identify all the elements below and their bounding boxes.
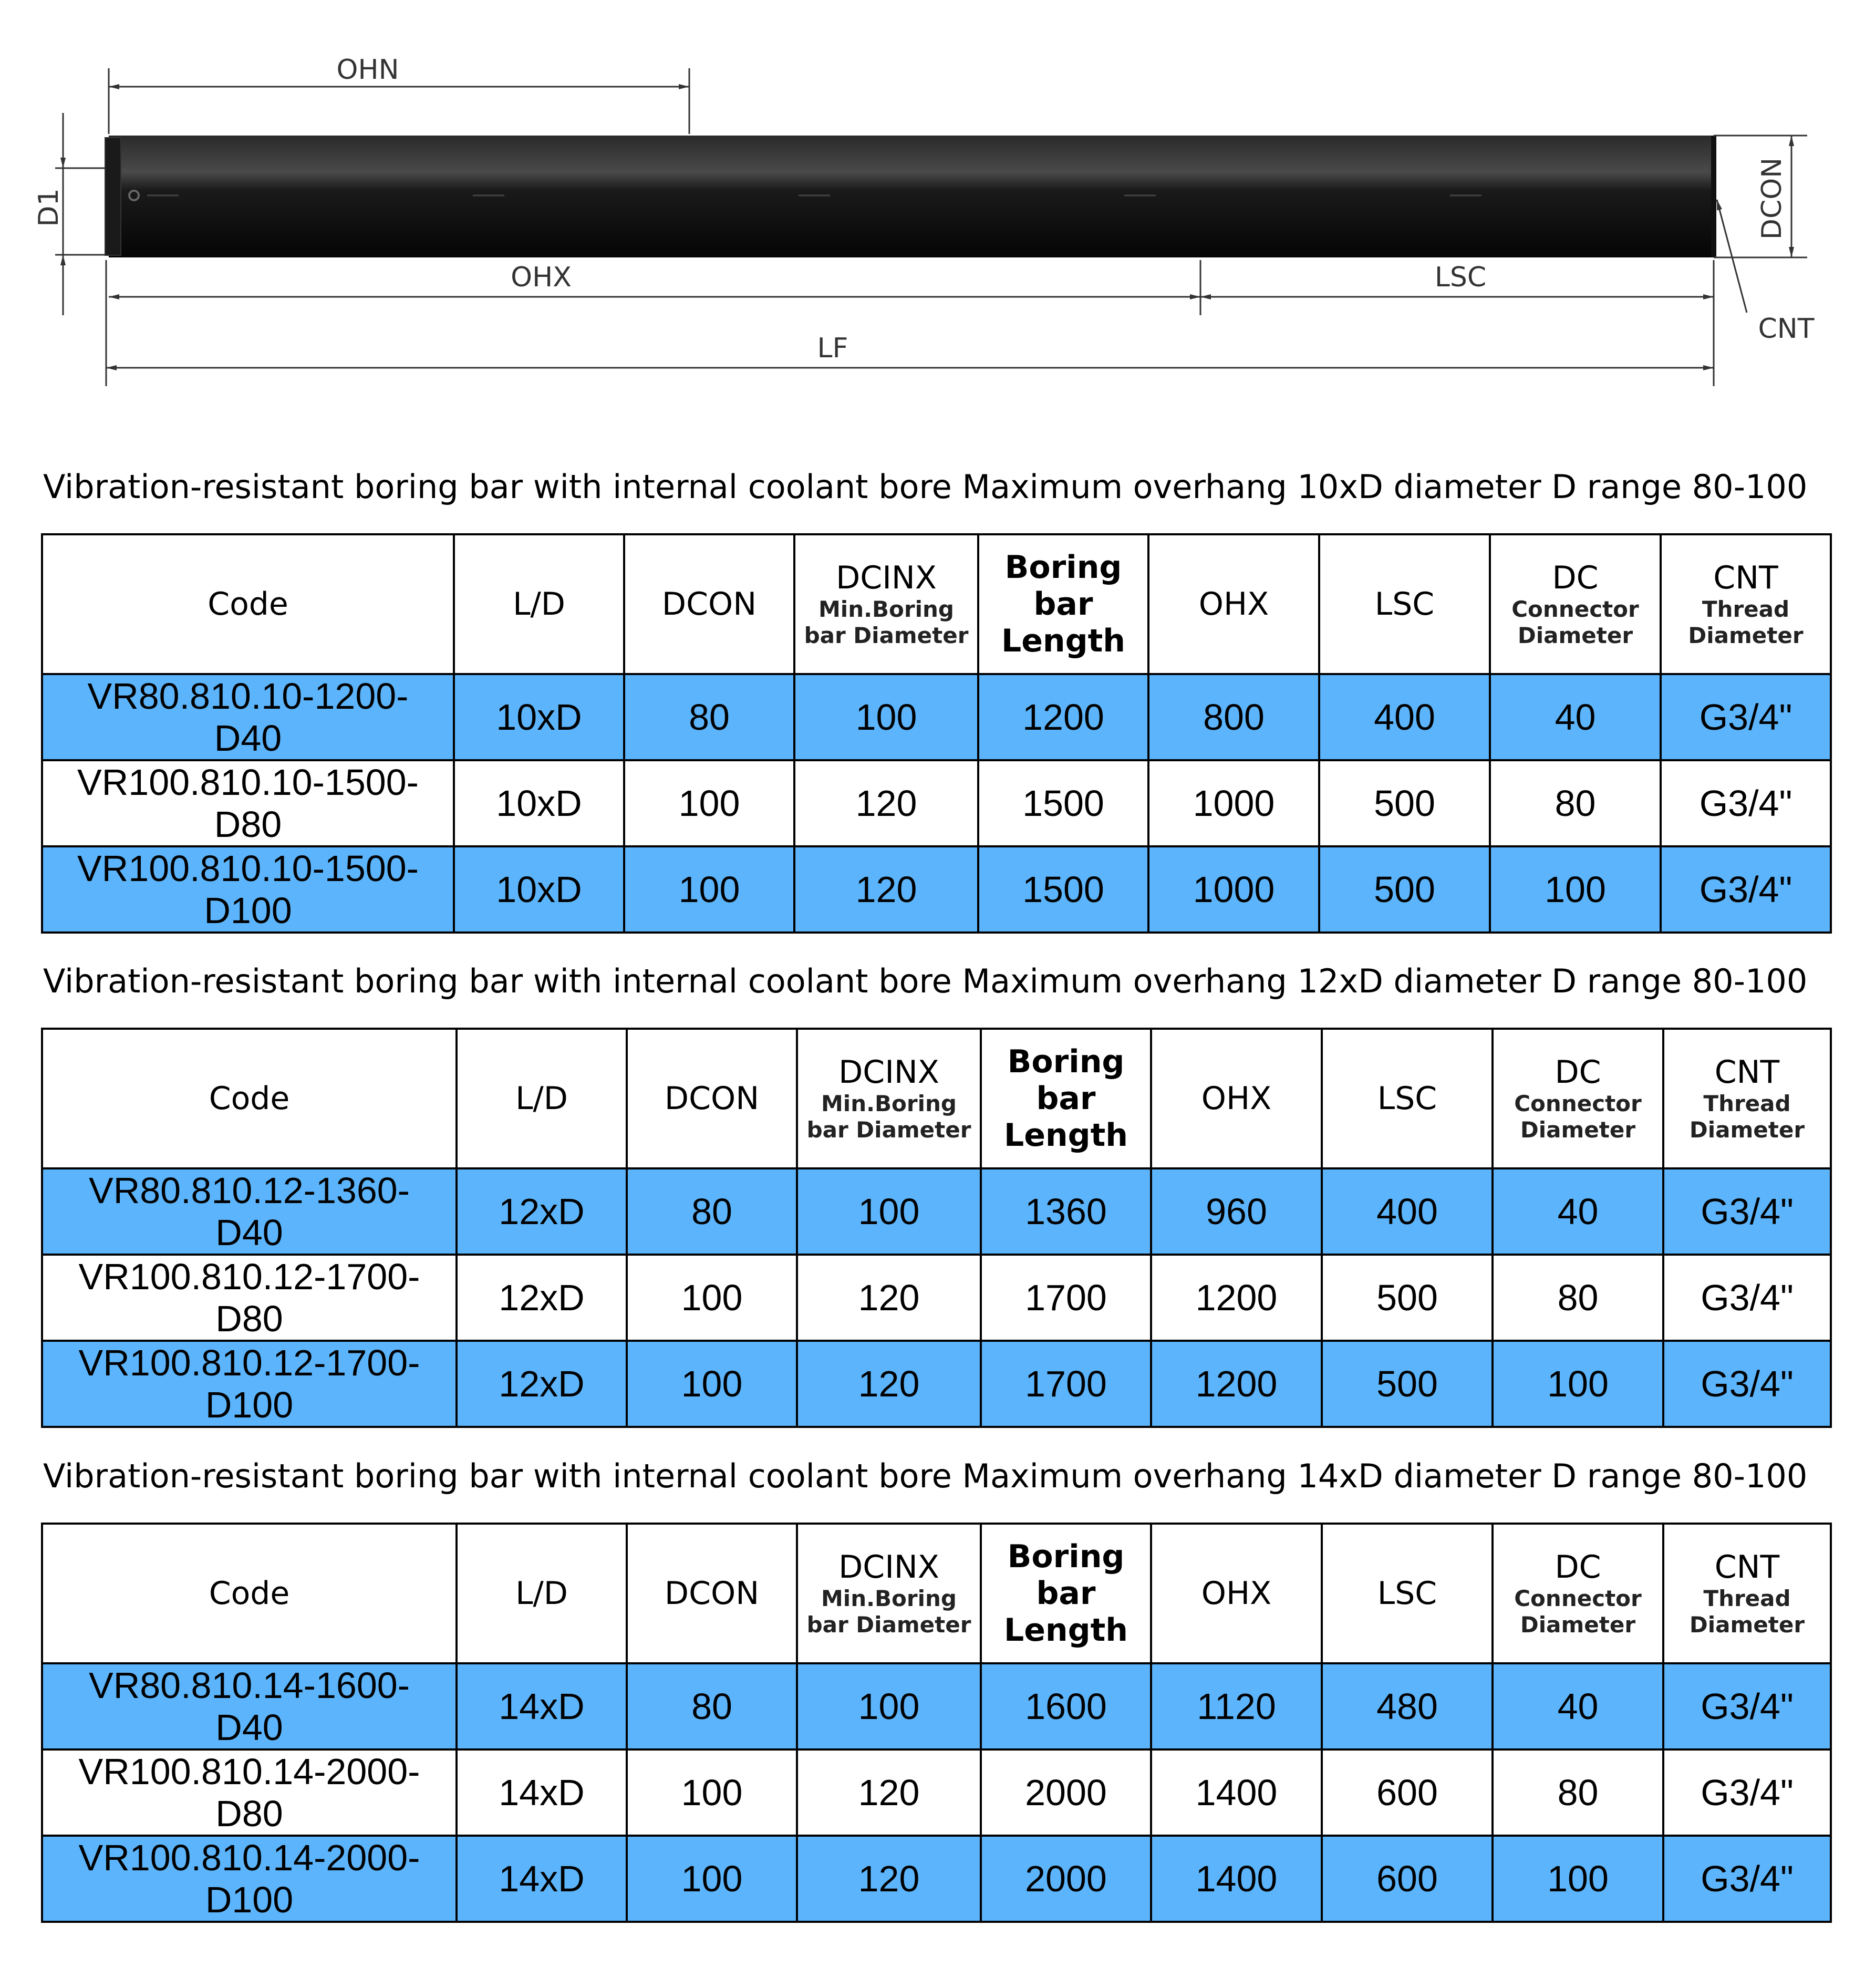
cell-code: VR80.810.14-1600- D40 <box>42 1663 457 1749</box>
table-header-row <box>42 1029 1831 1168</box>
header-dcinx: DCINX Min.Boring bar Diameter <box>797 1029 981 1168</box>
cell-ohx: 1400 <box>1151 1836 1322 1922</box>
cell-dcinx: 100 <box>797 1168 981 1255</box>
cell-cnt: G3/4" <box>1663 1749 1831 1836</box>
header-boring-bar-length: Boring bar Length <box>978 534 1148 674</box>
cell-length: 1360 <box>981 1168 1151 1255</box>
cell-cnt: G3/4" <box>1661 760 1831 846</box>
cell-dcon: 80 <box>627 1663 797 1749</box>
cell-dc: 80 <box>1493 1749 1663 1836</box>
cell-lsc: 500 <box>1319 760 1490 846</box>
cell-lsc: 400 <box>1322 1168 1493 1255</box>
boring-bar-head <box>105 138 121 255</box>
cell-dcinx: 100 <box>797 1663 981 1749</box>
cell-ld: 10xD <box>454 846 624 933</box>
cell-dc: 80 <box>1493 1255 1663 1341</box>
lf-label: LF <box>817 333 848 364</box>
cell-code: VR80.810.10-1200- D40 <box>42 674 454 760</box>
spec-table-10xd <box>41 533 1832 934</box>
spec-table-14xd <box>41 1523 1832 1923</box>
table-row <box>42 1663 1831 1749</box>
cell-dcinx: 120 <box>794 846 978 933</box>
cell-dc: 40 <box>1490 674 1661 760</box>
cell-ohx: 800 <box>1148 674 1319 760</box>
cell-dc: 40 <box>1493 1168 1663 1255</box>
cell-ld: 10xD <box>454 674 624 760</box>
header-code: Code <box>42 1029 457 1168</box>
cell-code: VR100.810.10-1500- D80 <box>42 760 454 846</box>
cell-code: VR100.810.14-2000- D100 <box>42 1836 457 1922</box>
header-cnt: CNT Thread Diameter <box>1663 1524 1831 1663</box>
cell-lsc: 500 <box>1322 1341 1493 1427</box>
cell-ld: 14xD <box>457 1836 627 1922</box>
cell-lsc: 600 <box>1322 1836 1493 1922</box>
cell-cnt: G3/4" <box>1661 846 1831 933</box>
dcon-label: DCON <box>1756 157 1788 240</box>
header-lsc: LSC <box>1319 534 1490 674</box>
cell-lsc: 400 <box>1319 674 1490 760</box>
cell-dcinx: 120 <box>797 1341 981 1427</box>
header-ld: L/D <box>457 1029 627 1168</box>
section-title-10xd: Vibration-resistant boring bar with internal coolant bore Maximum overhang 10xD diameter D range 80-100 <box>43 468 1808 506</box>
boring-bar-dimension-drawing <box>0 0 1865 410</box>
header-dcinx: DCINX Min.Boring bar Diameter <box>797 1524 981 1663</box>
cell-dc: 100 <box>1493 1836 1663 1922</box>
header-ld: L/D <box>454 534 624 674</box>
cell-dcon: 100 <box>624 846 794 933</box>
cell-dcon: 100 <box>627 1836 797 1922</box>
cell-dcinx: 100 <box>794 674 978 760</box>
table-row <box>42 1341 1831 1427</box>
cell-cnt: G3/4" <box>1663 1836 1831 1922</box>
table-row <box>42 1836 1831 1922</box>
cell-dcinx: 120 <box>797 1255 981 1341</box>
cell-code: VR100.810.14-2000- D80 <box>42 1749 457 1836</box>
boring-bar-shank-end <box>1711 136 1716 257</box>
cell-lsc: 500 <box>1322 1255 1493 1341</box>
cell-dcinx: 120 <box>797 1749 981 1836</box>
header-dcon: DCON <box>627 1029 797 1168</box>
header-ld: L/D <box>457 1524 627 1663</box>
cell-ohx: 1400 <box>1151 1749 1322 1836</box>
cell-dcon: 100 <box>627 1341 797 1427</box>
cell-lsc: 500 <box>1319 846 1490 933</box>
header-ohx: OHX <box>1151 1524 1322 1663</box>
lsc-label: LSC <box>1434 262 1487 293</box>
cell-length: 1600 <box>981 1663 1151 1749</box>
ohx-label: OHX <box>511 262 572 293</box>
cell-dc: 100 <box>1493 1341 1663 1427</box>
cell-length: 2000 <box>981 1749 1151 1836</box>
cell-dcon: 80 <box>627 1168 797 1255</box>
cell-dcon: 100 <box>627 1255 797 1341</box>
cell-dcon: 80 <box>624 674 794 760</box>
cell-cnt: G3/4" <box>1661 674 1831 760</box>
cell-cnt: G3/4" <box>1663 1255 1831 1341</box>
cnt-leader-line <box>1717 200 1747 313</box>
cell-dc: 80 <box>1490 760 1661 846</box>
table-header-row <box>42 534 1831 674</box>
ohn-label: OHN <box>336 54 399 86</box>
table-row <box>42 760 1831 846</box>
cell-dcinx: 120 <box>797 1836 981 1922</box>
cell-length: 2000 <box>981 1836 1151 1922</box>
header-ohx: OHX <box>1151 1029 1322 1168</box>
cell-length: 1700 <box>981 1341 1151 1427</box>
cnt-label: CNT <box>1758 313 1815 345</box>
cell-cnt: G3/4" <box>1663 1168 1831 1255</box>
header-dcinx: DCINX Min.Boring bar Diameter <box>794 534 978 674</box>
section-title-12xd: Vibration-resistant boring bar with internal coolant bore Maximum overhang 12xD diameter D range 80-100 <box>43 962 1808 1000</box>
header-lsc: LSC <box>1322 1029 1493 1168</box>
spec-table-12xd <box>41 1028 1832 1428</box>
boring-bar-body <box>109 136 1711 257</box>
header-code: Code <box>42 534 454 674</box>
cell-ohx: 1200 <box>1151 1255 1322 1341</box>
cell-ld: 14xD <box>457 1749 627 1836</box>
cell-ld: 10xD <box>454 760 624 846</box>
cell-cnt: G3/4" <box>1663 1663 1831 1749</box>
cell-dcon: 100 <box>627 1749 797 1836</box>
cell-ld: 12xD <box>457 1168 627 1255</box>
header-dc: DC Connector Diameter <box>1493 1029 1663 1168</box>
cell-ohx: 960 <box>1151 1168 1322 1255</box>
header-dcon: DCON <box>624 534 794 674</box>
table-row <box>42 674 1831 760</box>
cell-ld: 12xD <box>457 1341 627 1427</box>
cell-dcon: 100 <box>624 760 794 846</box>
cell-dc: 40 <box>1493 1663 1663 1749</box>
header-boring-bar-length: Boring bar Length <box>981 1029 1151 1168</box>
table-row <box>42 1255 1831 1341</box>
cell-dc: 100 <box>1490 846 1661 933</box>
cell-lsc: 480 <box>1322 1663 1493 1749</box>
table-row <box>42 846 1831 933</box>
cell-ohx: 1120 <box>1151 1663 1322 1749</box>
cell-ohx: 1200 <box>1151 1341 1322 1427</box>
cell-cnt: G3/4" <box>1663 1341 1831 1427</box>
table-row <box>42 1749 1831 1836</box>
cell-ld: 14xD <box>457 1663 627 1749</box>
header-dcon: DCON <box>627 1524 797 1663</box>
cell-lsc: 600 <box>1322 1749 1493 1836</box>
cell-length: 1700 <box>981 1255 1151 1341</box>
section-title-14xd: Vibration-resistant boring bar with internal coolant bore Maximum overhang 14xD diameter D range 80-100 <box>43 1457 1808 1495</box>
header-lsc: LSC <box>1322 1524 1493 1663</box>
cell-code: VR100.810.10-1500- D100 <box>42 846 454 933</box>
header-cnt: CNT Thread Diameter <box>1663 1029 1831 1168</box>
cell-length: 1200 <box>978 674 1148 760</box>
header-dc: DC Connector Diameter <box>1490 534 1661 674</box>
header-cnt: CNT Thread Diameter <box>1661 534 1831 674</box>
header-boring-bar-length: Boring bar Length <box>981 1524 1151 1663</box>
cell-dcinx: 120 <box>794 760 978 846</box>
table-header-row <box>42 1524 1831 1663</box>
header-dc: DC Connector Diameter <box>1493 1524 1663 1663</box>
table-row <box>42 1168 1831 1255</box>
cell-length: 1500 <box>978 760 1148 846</box>
cell-code: VR80.810.12-1360- D40 <box>42 1168 457 1255</box>
cell-code: VR100.810.12-1700- D100 <box>42 1341 457 1427</box>
d1-label: D1 <box>33 188 65 227</box>
header-code: Code <box>42 1524 457 1663</box>
cell-ohx: 1000 <box>1148 846 1319 933</box>
header-ohx: OHX <box>1148 534 1319 674</box>
cell-ld: 12xD <box>457 1255 627 1341</box>
cell-code: VR100.810.12-1700- D80 <box>42 1255 457 1341</box>
cell-ohx: 1000 <box>1148 760 1319 846</box>
cell-length: 1500 <box>978 846 1148 933</box>
